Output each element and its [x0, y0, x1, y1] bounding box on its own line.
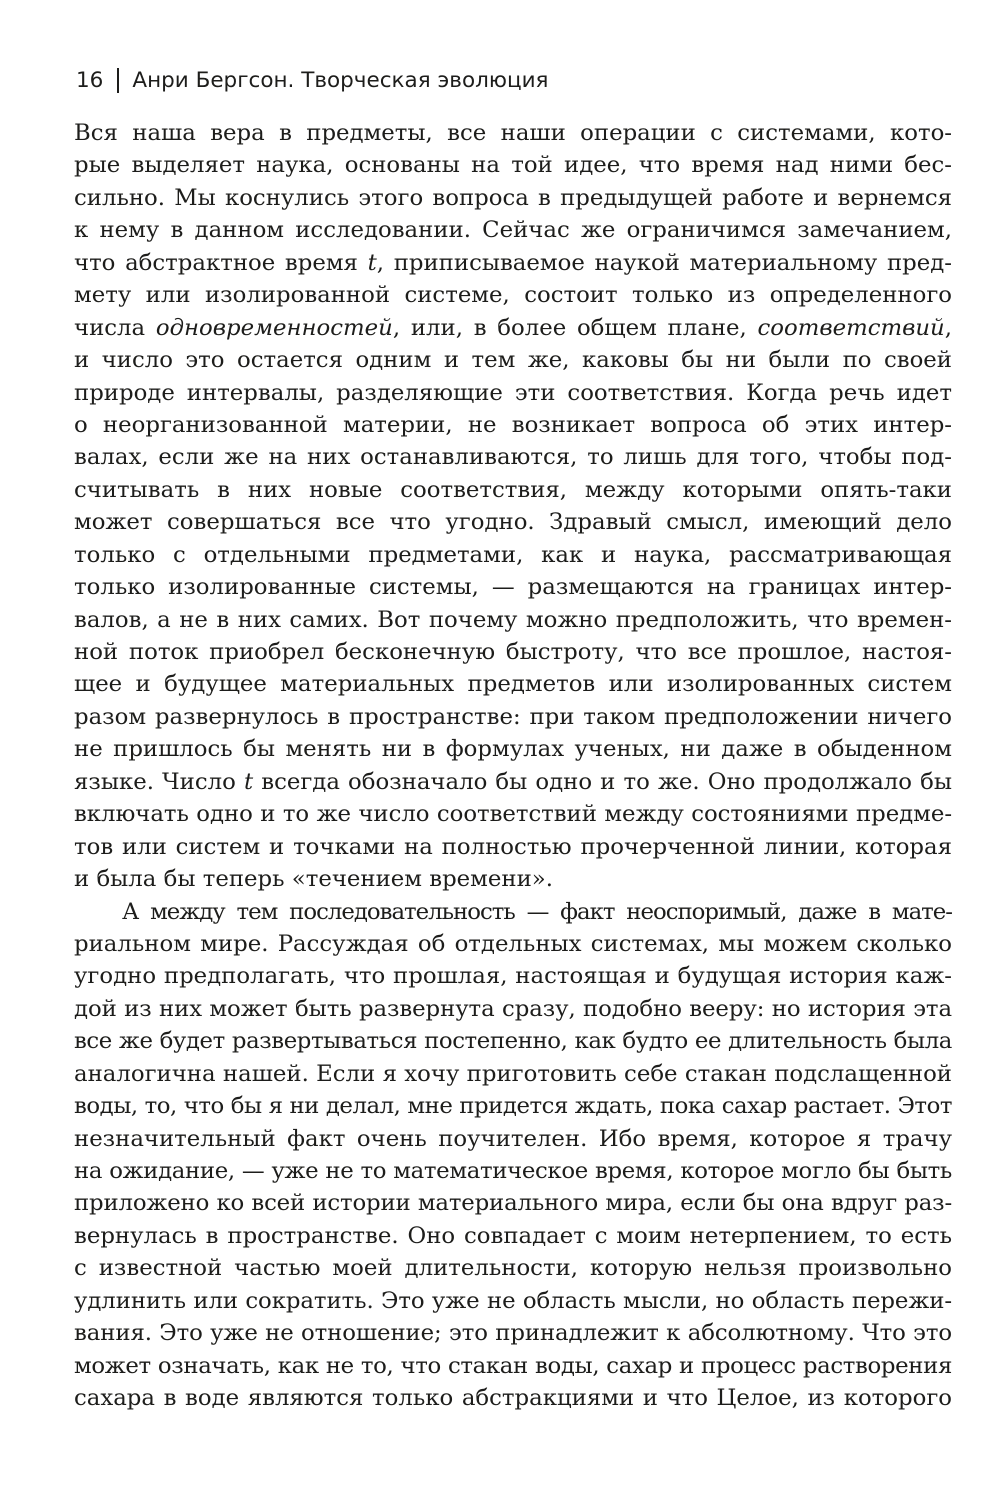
italic-text: t	[243, 768, 254, 795]
text-line	[74, 1187, 952, 1219]
text-line	[74, 733, 952, 765]
text-line	[74, 896, 952, 928]
text-segment: угодно предполагать, что прошлая, настоящая и будущая история каж-	[74, 963, 952, 990]
text-segment: незначительный факт очень поучителен. Ибо время, которое я трачу	[74, 1125, 952, 1152]
text-line	[74, 214, 952, 246]
text-line	[74, 928, 952, 960]
text-segment: риальном мире. Рассуждая об отдельных системах, мы можем сколько	[74, 930, 952, 957]
text-line	[74, 960, 952, 992]
text-segment: мету или изолированной системе, состоит только из определенного	[74, 282, 952, 309]
text-line	[74, 571, 952, 603]
text-line	[74, 1155, 952, 1187]
text-segment: А между тем последовательность — факт неоспоримый, даже в мате-	[122, 898, 952, 925]
text-segment: приложено ко всей истории материального мира, если бы она вдруг раз-	[74, 1190, 952, 1217]
text-line	[74, 441, 952, 473]
text-line	[74, 182, 952, 214]
text-segment: валах, если же на них останавливаются, то лишь для того, чтобы под-	[74, 444, 952, 471]
text-segment: ,	[944, 314, 952, 341]
text-line	[74, 1025, 952, 1057]
text-segment: о неорганизованной материи, не возникает вопроса об этих интер-	[74, 411, 952, 438]
text-segment: и число это остается одним и тем же, каковы бы ни были по своей	[74, 347, 952, 374]
running-title: Анри Бергсон. Творческая эволюция	[132, 67, 549, 93]
text-segment: вания. Это уже не отношение; это принадлежит к абсолютному. Что это	[74, 1320, 952, 1347]
running-header	[76, 62, 549, 98]
text-segment: , приписываемое наукой материальному пред-	[376, 249, 952, 276]
text-line	[74, 1285, 952, 1317]
text-segment: рые выделяет наука, основаны на той идее, что время над ними бес-	[74, 152, 952, 179]
text-line	[74, 1382, 952, 1414]
text-segment: ной поток приобрел бесконечную быстроту, что все прошлое, настоя-	[74, 639, 952, 665]
text-segment: не пришлось бы менять ни в формулах ученых, ни даже в обыденном	[74, 736, 952, 763]
paragraph	[74, 896, 952, 1415]
text-segment: только с отдельными предметами, как и наука, рассматривающая	[74, 541, 952, 568]
text-segment: дой из них может быть развернута сразу, подобно вееру: но история эта	[74, 995, 952, 1022]
text-segment: сахара в воде являются только абстракциями и что Целое, из которого	[74, 1385, 952, 1412]
text-segment: , или, в более общем плане,	[392, 314, 758, 341]
page-number: 16	[76, 67, 104, 93]
text-line	[74, 1090, 952, 1122]
text-line	[74, 668, 952, 700]
text-line	[74, 1350, 952, 1382]
text-segment: валов, а не в них самих. Вот почему можно предположить, что времен-	[74, 606, 952, 633]
text-segment: природе интервалы, разделяющие эти соответствия. Когда речь идет	[74, 379, 952, 406]
text-line	[74, 1252, 952, 1284]
text-line	[74, 279, 952, 311]
text-segment: на ожидание, — уже не то математическое время, которое могло бы быть	[74, 1158, 952, 1184]
header-separator	[117, 68, 119, 93]
text-segment: может совершаться все что угодно. Здравый смысл, имеющий дело	[74, 509, 952, 536]
text-line	[74, 766, 952, 798]
text-line	[74, 604, 952, 636]
text-line	[74, 377, 952, 409]
text-segment: к нему в данном исследовании. Сейчас же ограничимся замечанием,	[74, 217, 952, 244]
text-segment: вернулась в пространстве. Оно совпадает с моим нетерпением, то есть	[74, 1222, 952, 1249]
paragraph	[74, 117, 952, 896]
text-line	[74, 1317, 952, 1349]
text-segment: что абстрактное время	[74, 249, 368, 276]
text-segment: с известной частью моей длительности, которую нельзя произвольно	[74, 1255, 952, 1282]
text-segment: удлинить или сократить. Это уже не область мысли, но область пережи-	[74, 1287, 952, 1314]
text-segment: языке. Число	[74, 768, 244, 795]
text-line	[74, 117, 952, 149]
text-line	[74, 831, 952, 863]
text-line	[74, 1123, 952, 1155]
text-segment: числа	[74, 314, 156, 341]
text-segment: щее и будущее материальных предметов или изолированных систем	[74, 671, 952, 698]
text-line	[74, 149, 952, 181]
text-line	[74, 993, 952, 1025]
text-line	[74, 1058, 952, 1090]
body-text	[74, 117, 952, 1415]
text-segment: может означать, как не то, что стакан воды, сахар и процесс растворения	[74, 1352, 952, 1379]
text-segment: сильно. Мы коснулись этого вопроса в предыдущей работе и вернемся	[74, 184, 952, 211]
text-segment: и была бы теперь «течением времени».	[74, 866, 553, 893]
text-line	[74, 474, 952, 506]
text-segment: все же будет развертываться постепенно, как будто ее длительность была	[74, 1028, 952, 1055]
text-line	[74, 247, 952, 279]
italic-text: одновременностей	[155, 314, 393, 341]
text-segment: разом развернулось в пространстве: при таком предположении ничего	[74, 703, 952, 730]
text-segment: всегда обозначало бы одно и то же. Оно продолжало бы	[253, 768, 952, 795]
text-line	[74, 344, 952, 376]
italic-text: соответствий	[757, 314, 945, 341]
text-line	[74, 798, 952, 830]
text-segment: воды, то, что бы я ни делал, мне придется ждать, пока сахар растает. Этот	[74, 1093, 952, 1120]
text-segment: только изолированные системы, — размещаются на границах интер-	[74, 574, 952, 601]
text-line	[74, 312, 952, 344]
text-line	[74, 506, 952, 538]
text-line	[74, 701, 952, 733]
text-line	[74, 863, 952, 895]
text-segment: аналогична нашей. Если я хочу приготовить себе стакан подслащенной	[74, 1060, 952, 1087]
text-segment: тов или систем и точками на полностью прочерченной линии, которая	[74, 833, 952, 860]
text-segment: включать одно и то же число соответствий между состояниями предме-	[74, 801, 952, 828]
text-line	[74, 539, 952, 571]
text-segment: Вся наша вера в предметы, все наши операции с системами, кото-	[74, 120, 952, 146]
text-line	[74, 1220, 952, 1252]
text-segment: считывать в них новые соответствия, между которыми опять-таки	[74, 476, 952, 503]
italic-text: t	[367, 249, 377, 276]
text-line	[74, 409, 952, 441]
text-line	[74, 636, 952, 668]
